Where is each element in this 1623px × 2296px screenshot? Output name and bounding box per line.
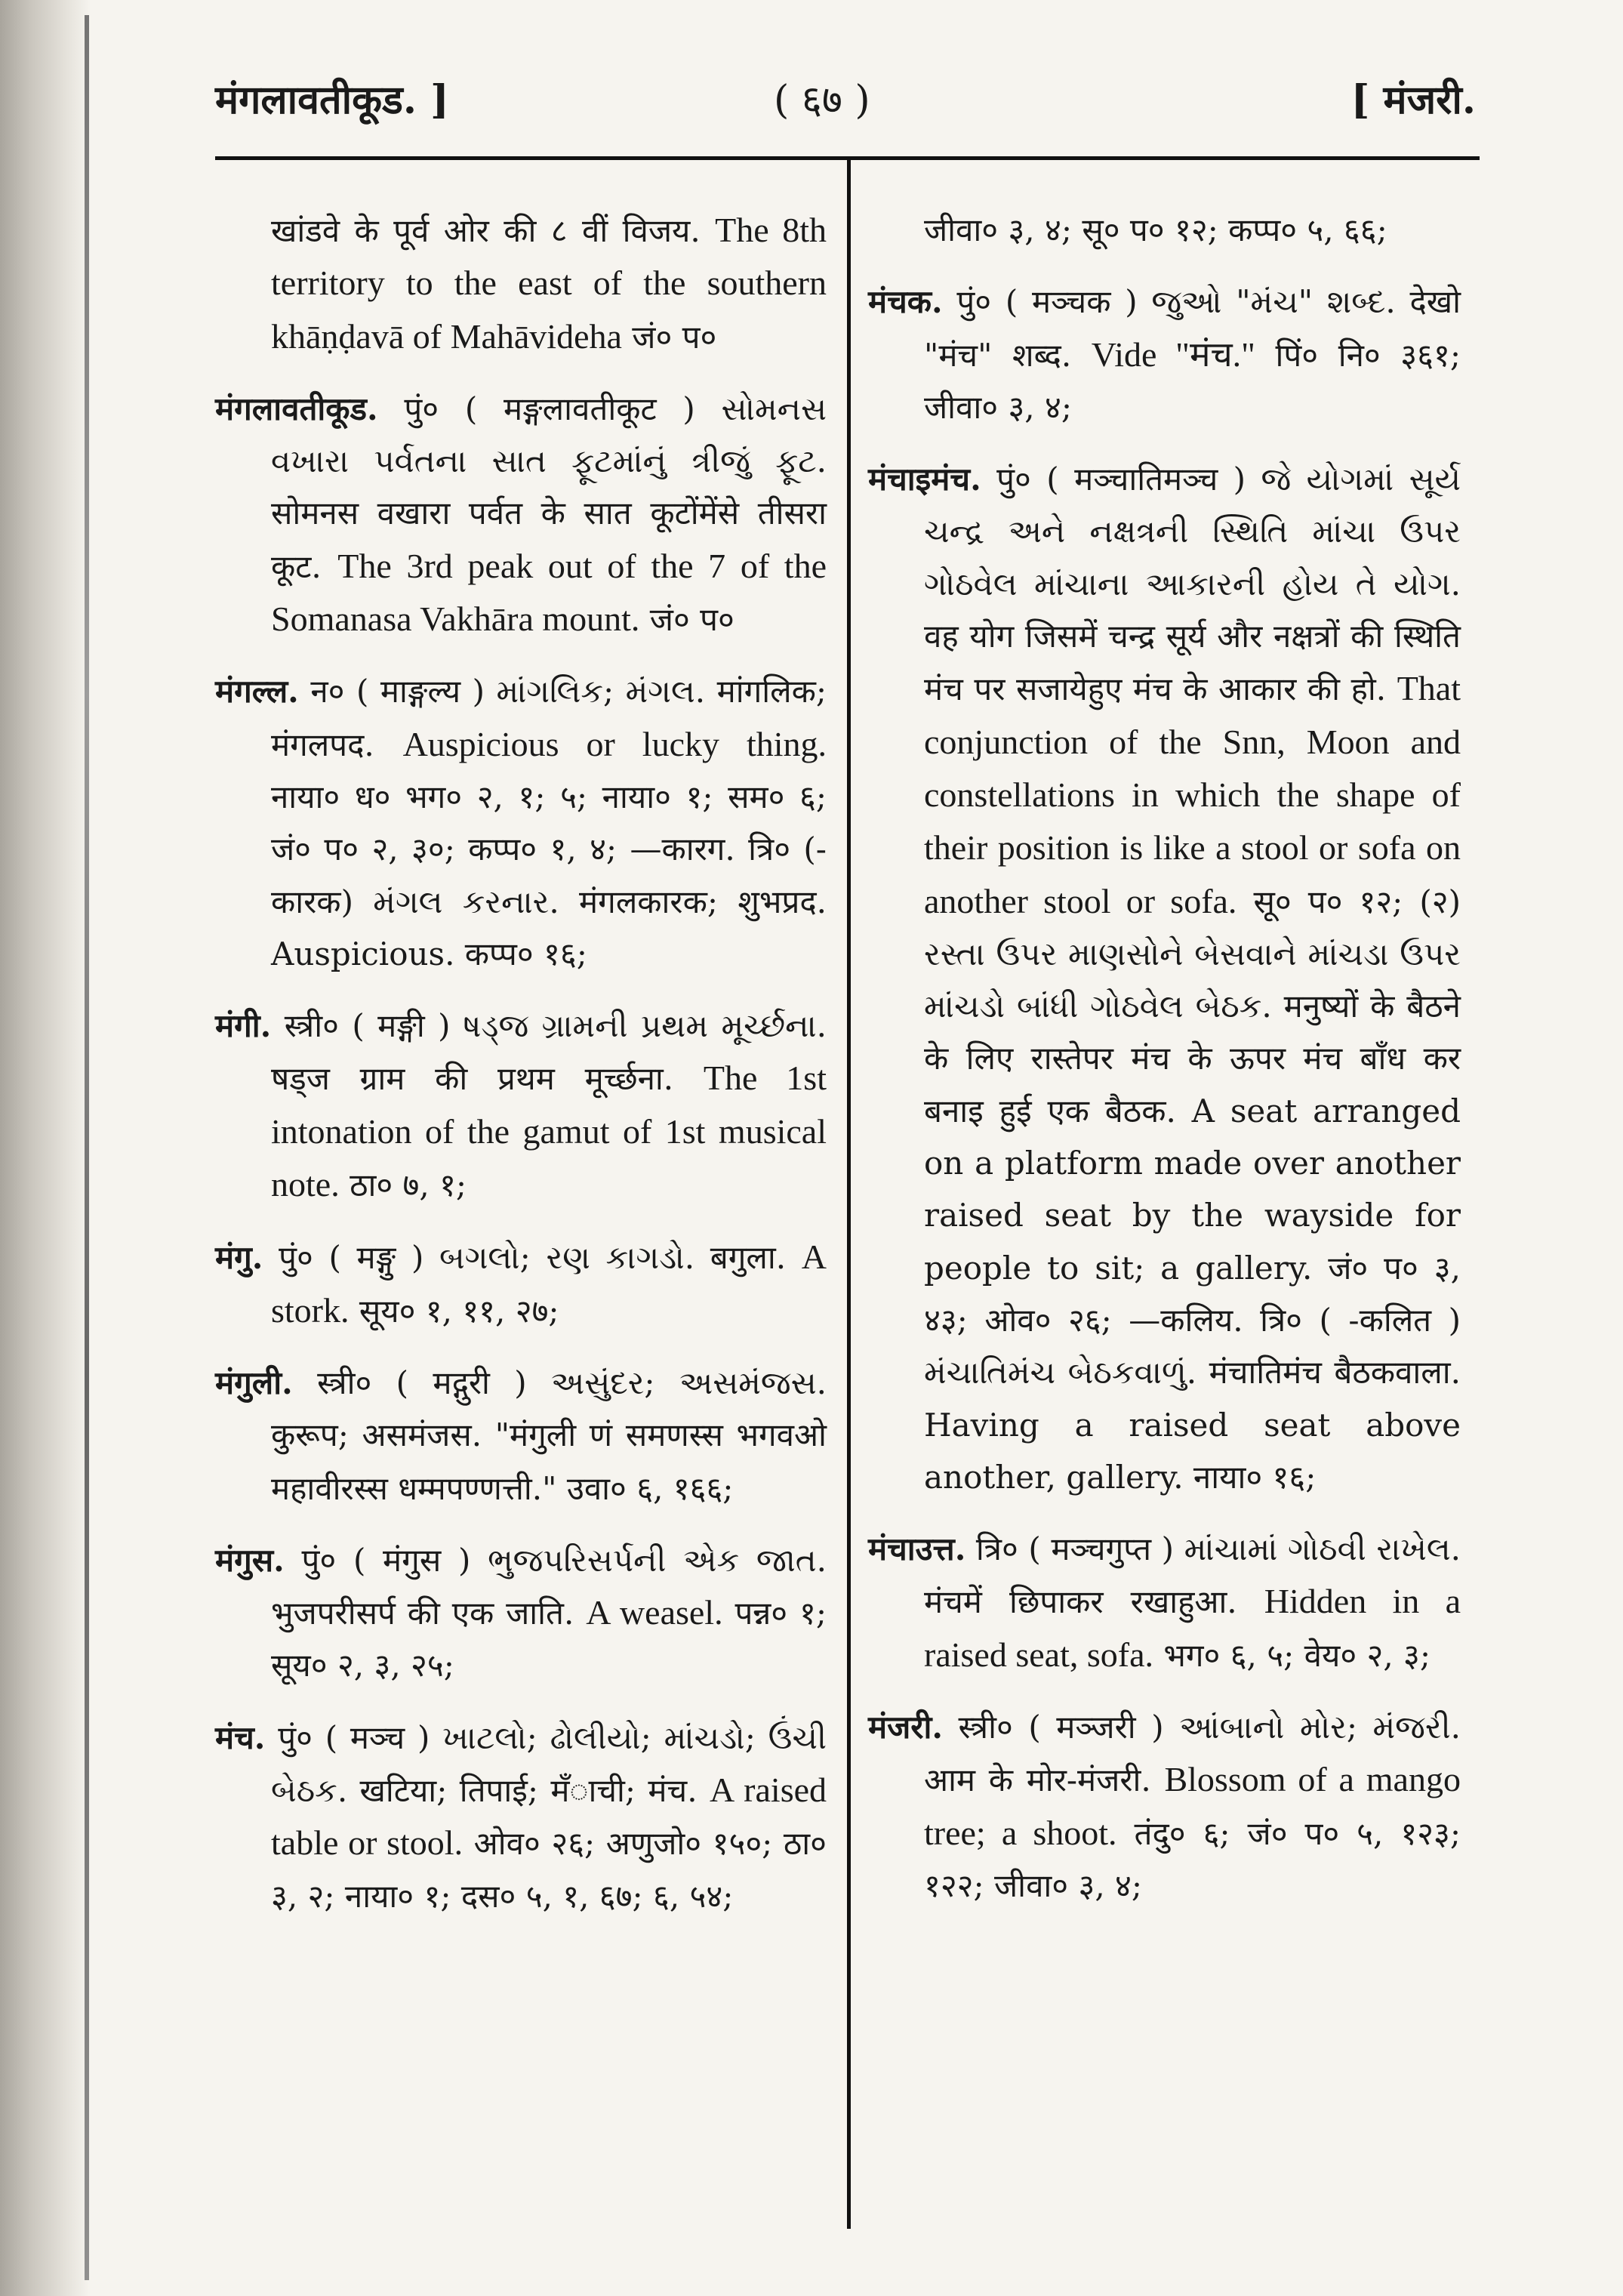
header-left-guideword: मंगलावतीकूड. ] [215, 77, 449, 123]
dictionary-entry: मंगलावतीकूड. पुं० ( मङ्गलावतीकूट ) સોમનસ વખારા પર્વતના સાત ફૂટમાંનું ત્રીજું ફૂટ. सोमनस वखारा पर्वत के सात कूटोंमेंसे तीसरा कूट. The 3rd peak out of the 7 of the Somanasa Vakhāra mount. जं० प० [215, 390, 827, 639]
dictionary-entry: मंगी. स्त्री० ( मङ्गी ) ષડ્જ ગ્રામની પ્રથમ મૂર્ચ્છના. षड्ज ग्राम की प्रथम मूर्च्छना. The 1st intonation of the gamut of 1st musical note. ठा० ७, १; [215, 1007, 827, 1204]
dictionary-entry: मंगु. पुं० ( मङ्गु ) બગલો; રણ કાગડો. बगुला. A stork. सूय० १, ११, २७; [215, 1237, 827, 1330]
dictionary-entry: मंजरी. स्त्री० ( मञ्जरी ) આંબાનો મોર; મંજરી. आम के मोर-मंजरी. Blossom of a mango tree; a shoot. तंदु० ६; जं० प० ५, १२३; १२२; जीवा० ३, ४; [868, 1709, 1461, 1904]
headword: मंगलावतीकूड. [215, 390, 378, 427]
header-right-guideword: [ मंजरी. [1350, 77, 1476, 123]
headword: मंच. [215, 1718, 266, 1756]
headword: मंगुस. [215, 1541, 285, 1579]
dictionary-entry: मंगुस. पुं० ( मंगुस ) ભુજપરિસર્પની એક જાત. भुजपरीसर्प की एक जाति. A weasel. पन्न० १; सूय० २, ३, २५; [215, 1541, 827, 1684]
dictionary-entry: मंचाउत्त. त्रि० ( मञ्चगुप्त ) માંચામાં ગોઠવી રાખેલ. मंचमें छिपाकर रखाहुआ. Hidden in a raised seat, sofa. भग० ६, ५; वेय० २, ३; [868, 1530, 1461, 1674]
book-binding-shadow [0, 0, 91, 2296]
headword: मंगी. [215, 1007, 272, 1045]
headword: मंगुली. [215, 1364, 293, 1401]
column-divider [847, 160, 851, 2229]
headword: मंजरी. [868, 1709, 943, 1746]
dictionary-entry: मंगुली. स्त्री० ( मद्गुरी ) અસુંદર; અસમંજસ. कुरूप; असमंजस. "मंगुली णं समणस्स भगवओ महावीरस्स धम्मपण्णत्ती." उवा० ६, १६६; [215, 1364, 827, 1507]
binding-edge [85, 15, 89, 2280]
headword: मंचाइमंच. [868, 461, 981, 498]
dictionary-entry: मंचक. पुं० ( मञ्चक ) જુઓ "મંચ" શબ્દ. देखो "मंच" शब्द. Vide "मंच." पिं० नि० ३६१; जीवा० ३, ४; [868, 283, 1461, 426]
right-column [868, 204, 1461, 1931]
dictionary-entry: खांडवे के पूर्व ओर की ८ वीं विजय. The 8th territory to the east of the southern khāṇḍavā of Mahāvideha जं० प० [271, 211, 827, 356]
dictionary-entry: जीवा० ३, ४; सू० प० १२; कप्प० ५, ६६; [924, 211, 1387, 248]
headword: मंचक. [868, 283, 943, 321]
headword: मंचाउत्त. [868, 1530, 966, 1568]
page-header [215, 72, 1476, 132]
headword: मंगु. [215, 1239, 263, 1277]
dictionary-entry: मंगल्ल. न० ( माङ्गल्य ) માંગલિક; મંગલ. मांगलिक; मंगलपद. Auspicious or lucky thing. नाया० ध० भग० २, १; ५; नाया० १; सम० ६; जं० प० २, ३०; कप्प० १, ४; —कारग. त्रि० (-कारक) મંગલ કરનાર. मंगलकारक; शुभप्रद. Auspicious. कप्प० १६; [215, 673, 827, 972]
page-number: ( ६७ ) [774, 78, 870, 123]
dictionary-entry: मंच. पुं० ( मञ्च ) ખાટલો; ઢોલીયો; માંચડો; ઉંચી બેઠક. खटिया; तिपाई; मँाची; मंच. A raised table or stool. ओव० २६; अणुजो० १५०; ठा० ३, २; नाया० १; दस० ५, १, ६७; ६, ५४; [215, 1718, 827, 1915]
left-column [215, 204, 827, 1942]
headword: मंगल्ल. [215, 673, 299, 710]
dictionary-entry: मंचाइमंच. पुं० ( मञ्चातिमञ्च ) જે યોગમાં સૂર્ય ચન્દ્ર અને નક્ષત્રની સ્થિતિ માંચા ઉપર ગોઠવેલ માંચાના આકારની હોય તે યોગ. वह योग जिसमें चन्द्र सूर्य और नक्षत्रों की स्थिति मंच पर सजायेहुए मंच के आकार की हो. That conjunction of the Snn, Moon and constellations in which the shape of their position is like a stool or sofa on another stool or sofa. सू० प० १२; (२) રસ્તા ઉપર માણસોને બેસવાને માંચડા ઉપર માંચડો બાંધી ગોઠવેલ બેઠક. मनुष्यों के बैठने के लिए रास्तेपर मंच के ऊपर मंच बाँध कर बनाइ हुई एक बैठक. A seat arranged on a platform made over another raised seat by the wayside for people to sit; a gallery. जं० प० ३, ४३; ओव० २६; —कलिय. त्रि० ( -कलित ) મંચાતિમંચ બેઠકવાળું. मंचातिमंच बैठकवाला. Having a raised seat above another, gallery. नाया० १६; [868, 461, 1461, 1496]
